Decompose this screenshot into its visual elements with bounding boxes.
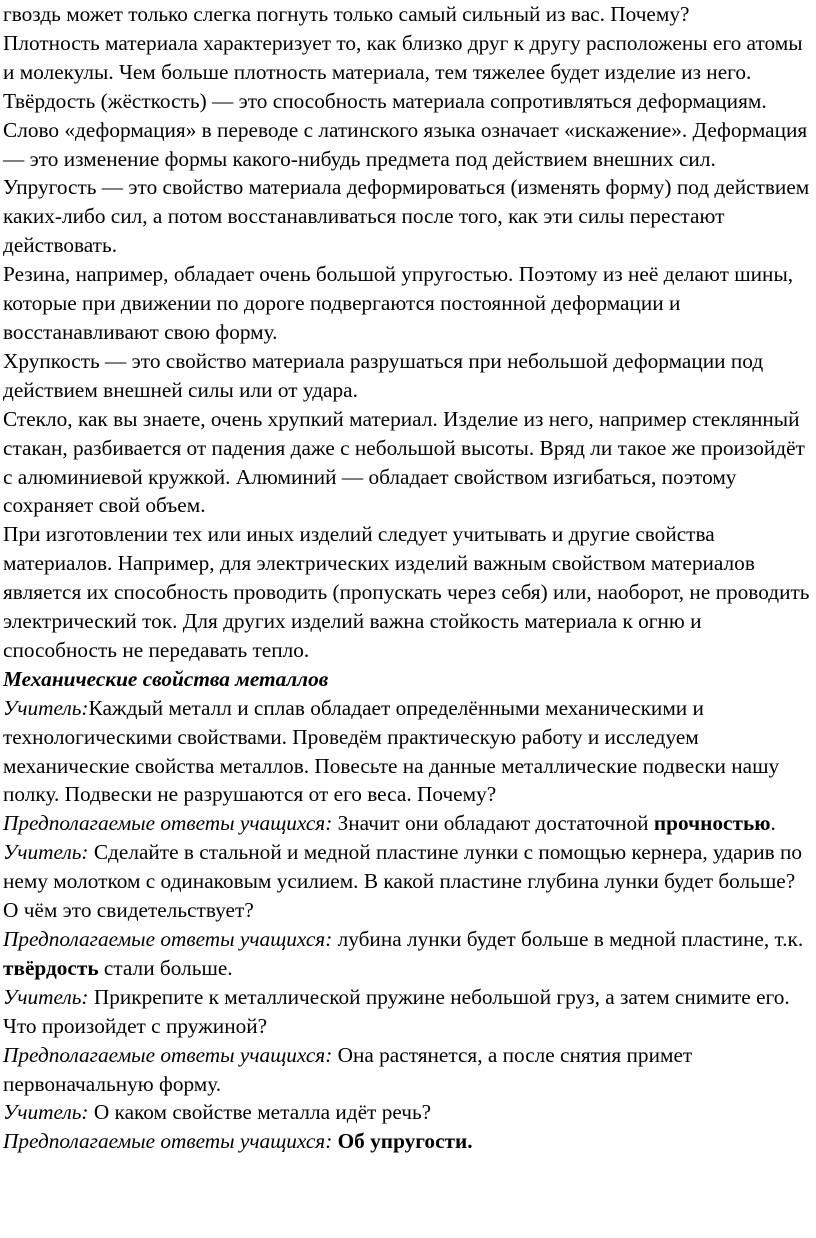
dialogue-line: [3, 838, 815, 925]
dialogue-line: [3, 809, 815, 838]
paragraph-rubber: Резина, например, обладает очень большой упругостью. Поэтому из неё делают шины, которые при движении по дороге подвергаются постоянной деформации и восстанавливают свою форму.: [3, 262, 794, 344]
dialogue-line: [3, 1098, 815, 1127]
dialogue-line: [3, 925, 815, 983]
document-page: [3, 0, 815, 1156]
dialogue-line: [3, 694, 815, 810]
key-term: Об упругости.: [337, 1129, 473, 1154]
speaker-label: Учитель:: [3, 695, 89, 720]
dialogue-line: [3, 983, 815, 1041]
dialogue-line: [3, 1127, 815, 1156]
dialogue-text: Сделайте в стальной и медной пластине лунки с помощью кернера, ударив по нему молотком с одинаковым усилием. В какой пластине глубина лунки будет больше? О чём это свидетельствует?: [3, 840, 803, 923]
key-term: твёрдость: [3, 955, 99, 980]
dialogue-text-after: стали больше.: [98, 955, 233, 980]
speaker-label: Предполагаемые ответы учащихся:: [3, 811, 333, 836]
speaker-label: Учитель:: [3, 984, 89, 1009]
dialogue-text-after: .: [770, 811, 776, 836]
paragraph-brittleness: Хрупкость — это свойство материала разрушаться при небольшой деформации под действием внешней силы или от удара.: [3, 348, 764, 402]
speaker-label: Предполагаемые ответы учащихся:: [3, 1129, 333, 1154]
paragraph-hardness: Твёрдость (жёсткость) — это способность материала сопротивляться деформациям.: [3, 88, 767, 113]
section-heading: Механические свойства металлов: [3, 666, 329, 691]
dialogue-text: Каждый металл и сплав обладает определёнными механическими и технологическими свойствами. Проведём практическую работу и исследуем механические свойства металлов. Повесьте на данные металлические подвески нашу полку. Подвески не разрушаются от его веса. Почему?: [3, 695, 780, 807]
speaker-label: Учитель:: [3, 840, 89, 865]
dialogue-text: Прикрепите к металлической пружине небольшой груз, а затем снимите его. Что произойдет с пружиной?: [3, 984, 790, 1038]
key-term: прочностью: [653, 811, 771, 836]
paragraph-deformation: Слово «деформация» в переводе с латинского языка означает «искажение». Деформация — это изменение формы какого-нибудь предмета под действием внешних сил.: [3, 117, 808, 171]
paragraph-elasticity: Упругость — это свойство материала деформироваться (изменять форму) под действием каких-либо сил, а потом восстанавливаться после того, как эти силы перестают действовать.: [3, 175, 810, 258]
speaker-label: Учитель:: [3, 1100, 89, 1125]
dialogue-text: Значит они обладают достаточной: [332, 811, 654, 836]
speaker-label: Предполагаемые ответы учащихся:: [3, 1042, 333, 1067]
speaker-label: Предполагаемые ответы учащихся:: [3, 927, 333, 951]
dialogue-text: Она растянется, а после снятия примет первоначальную форму.: [3, 1042, 693, 1096]
paragraph-glass: Стекло, как вы знаете, очень хрупкий материал. Изделие из него, например стеклянный стакан, разбивается от падения даже с небольшой высоты. Вряд ли такое же произойдёт с алюминиевой кружкой. Алюминий — обладает свойством изгибаться, поэтому сохраняет свой объем.: [3, 406, 805, 518]
dialogue-line: [3, 1041, 815, 1099]
paragraph-density: Плотность материала характеризует то, как близко друг к другу расположены его атомы и молекулы. Чем больше плотность материала, тем тяжелее будет изделие из него.: [3, 30, 803, 84]
dialogue-text: О каком свойстве металла идёт речь?: [88, 1100, 432, 1125]
dialogue-text: лубина лунки будет больше в медной пластине, т.к.: [332, 927, 804, 951]
paragraph-nail: гвоздь может только слегка погнуть только самый сильный из вас. Почему?: [3, 2, 690, 26]
paragraph-other-properties: При изготовлении тех или иных изделий следует учитывать и другие свойства материалов. Например, для электрических изделий важным свойством материалов является их способность проводить (пропускать через себя) или, наоборот, не проводить электрический ток. Для других изделий важна стойкость материала к огню и способность не передавать тепло.: [3, 522, 810, 662]
